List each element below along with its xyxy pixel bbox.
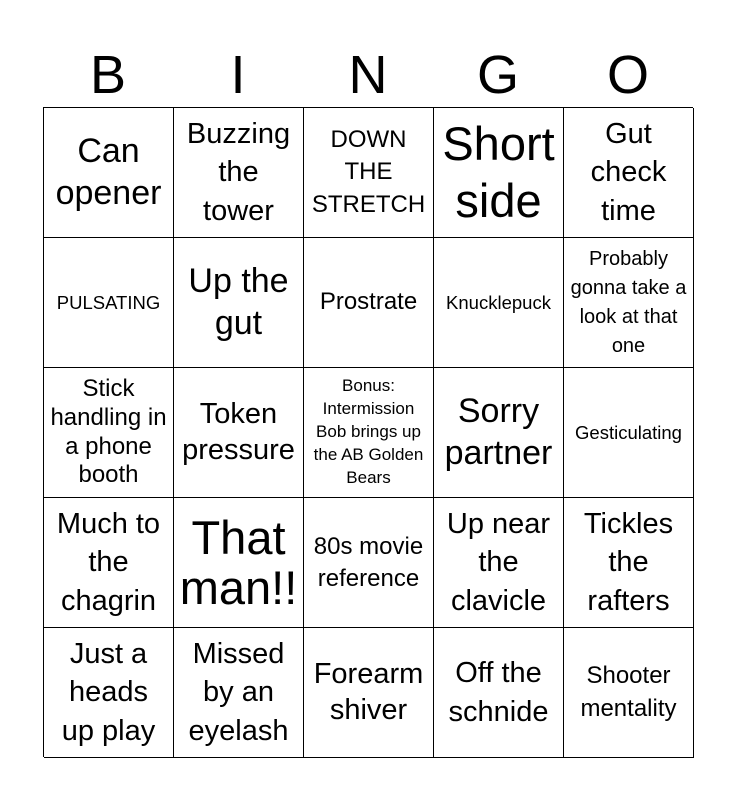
bingo-cell[interactable] bbox=[304, 628, 434, 758]
cell-text: Buzzing the tower bbox=[186, 118, 291, 227]
bingo-cell[interactable] bbox=[434, 628, 564, 758]
cell-text: Prostrate bbox=[319, 288, 418, 316]
cell-text: Probably gonna take a look at that one bbox=[570, 247, 687, 357]
bingo-cell[interactable] bbox=[304, 108, 434, 238]
cell-text: Can opener bbox=[55, 132, 162, 212]
bingo-board bbox=[43, 107, 693, 757]
bingo-header bbox=[43, 44, 693, 106]
cell-text: DOWN THE STRETCH bbox=[311, 125, 426, 218]
cell-text: Up near the clavicle bbox=[446, 508, 551, 617]
bingo-cell[interactable] bbox=[304, 368, 434, 498]
cell-text: Up the gut bbox=[188, 262, 289, 342]
cell-text: Sorry partner bbox=[444, 392, 553, 472]
bingo-cell[interactable] bbox=[434, 108, 564, 238]
bingo-cell[interactable] bbox=[44, 108, 174, 238]
header-letter-g: G bbox=[476, 45, 519, 105]
cell-text: Gut check time bbox=[590, 118, 667, 227]
cell-text: Tickles the rafters bbox=[583, 508, 674, 617]
bingo-cell[interactable] bbox=[174, 238, 304, 368]
cell-text: Short side bbox=[442, 117, 555, 227]
cell-text: Shooter mentality bbox=[580, 662, 677, 722]
bingo-cell[interactable] bbox=[304, 498, 434, 628]
cell-text: Just a heads up play bbox=[61, 638, 156, 747]
cell-text: PULSATING bbox=[56, 291, 161, 313]
cell-text: Forearm shiver bbox=[313, 658, 424, 726]
bingo-cell[interactable] bbox=[44, 628, 174, 758]
cell-text: Gesticulating bbox=[575, 421, 682, 443]
bingo-cell[interactable] bbox=[564, 238, 694, 368]
cell-text: Much to the chagrin bbox=[56, 508, 161, 617]
bingo-cell[interactable] bbox=[564, 368, 694, 498]
cell-text: Bonus: Intermission Bob brings up the AB Golden Bears bbox=[313, 376, 424, 487]
bingo-cell[interactable] bbox=[44, 238, 174, 368]
header-letter-b: B bbox=[89, 45, 127, 105]
cell-text: That man!! bbox=[179, 511, 298, 614]
bingo-cell[interactable] bbox=[174, 108, 304, 238]
cell-text: Missed by an eyelash bbox=[188, 638, 289, 747]
bingo-cell[interactable] bbox=[304, 238, 434, 368]
cell-text: Off the schnide bbox=[448, 657, 549, 728]
cell-text: Token pressure bbox=[182, 398, 295, 466]
bingo-cell[interactable] bbox=[564, 108, 694, 238]
header-letter-i: I bbox=[230, 45, 246, 105]
bingo-cell[interactable] bbox=[174, 628, 304, 758]
bingo-cell[interactable] bbox=[434, 238, 564, 368]
bingo-cell[interactable] bbox=[44, 368, 174, 498]
bingo-cell[interactable] bbox=[174, 368, 304, 498]
header-letter-n: N bbox=[348, 45, 388, 105]
cell-text: Knucklepuck bbox=[446, 291, 551, 313]
bingo-cell[interactable] bbox=[174, 498, 304, 628]
bingo-cell[interactable] bbox=[434, 498, 564, 628]
bingo-cell[interactable] bbox=[564, 498, 694, 628]
bingo-cell[interactable] bbox=[44, 498, 174, 628]
cell-text: Stick handling in a phone booth bbox=[50, 374, 167, 489]
bingo-cell[interactable] bbox=[564, 628, 694, 758]
bingo-cell[interactable] bbox=[434, 368, 564, 498]
header-letter-o: O bbox=[606, 45, 649, 105]
cell-text: 80s movie reference bbox=[313, 533, 424, 592]
